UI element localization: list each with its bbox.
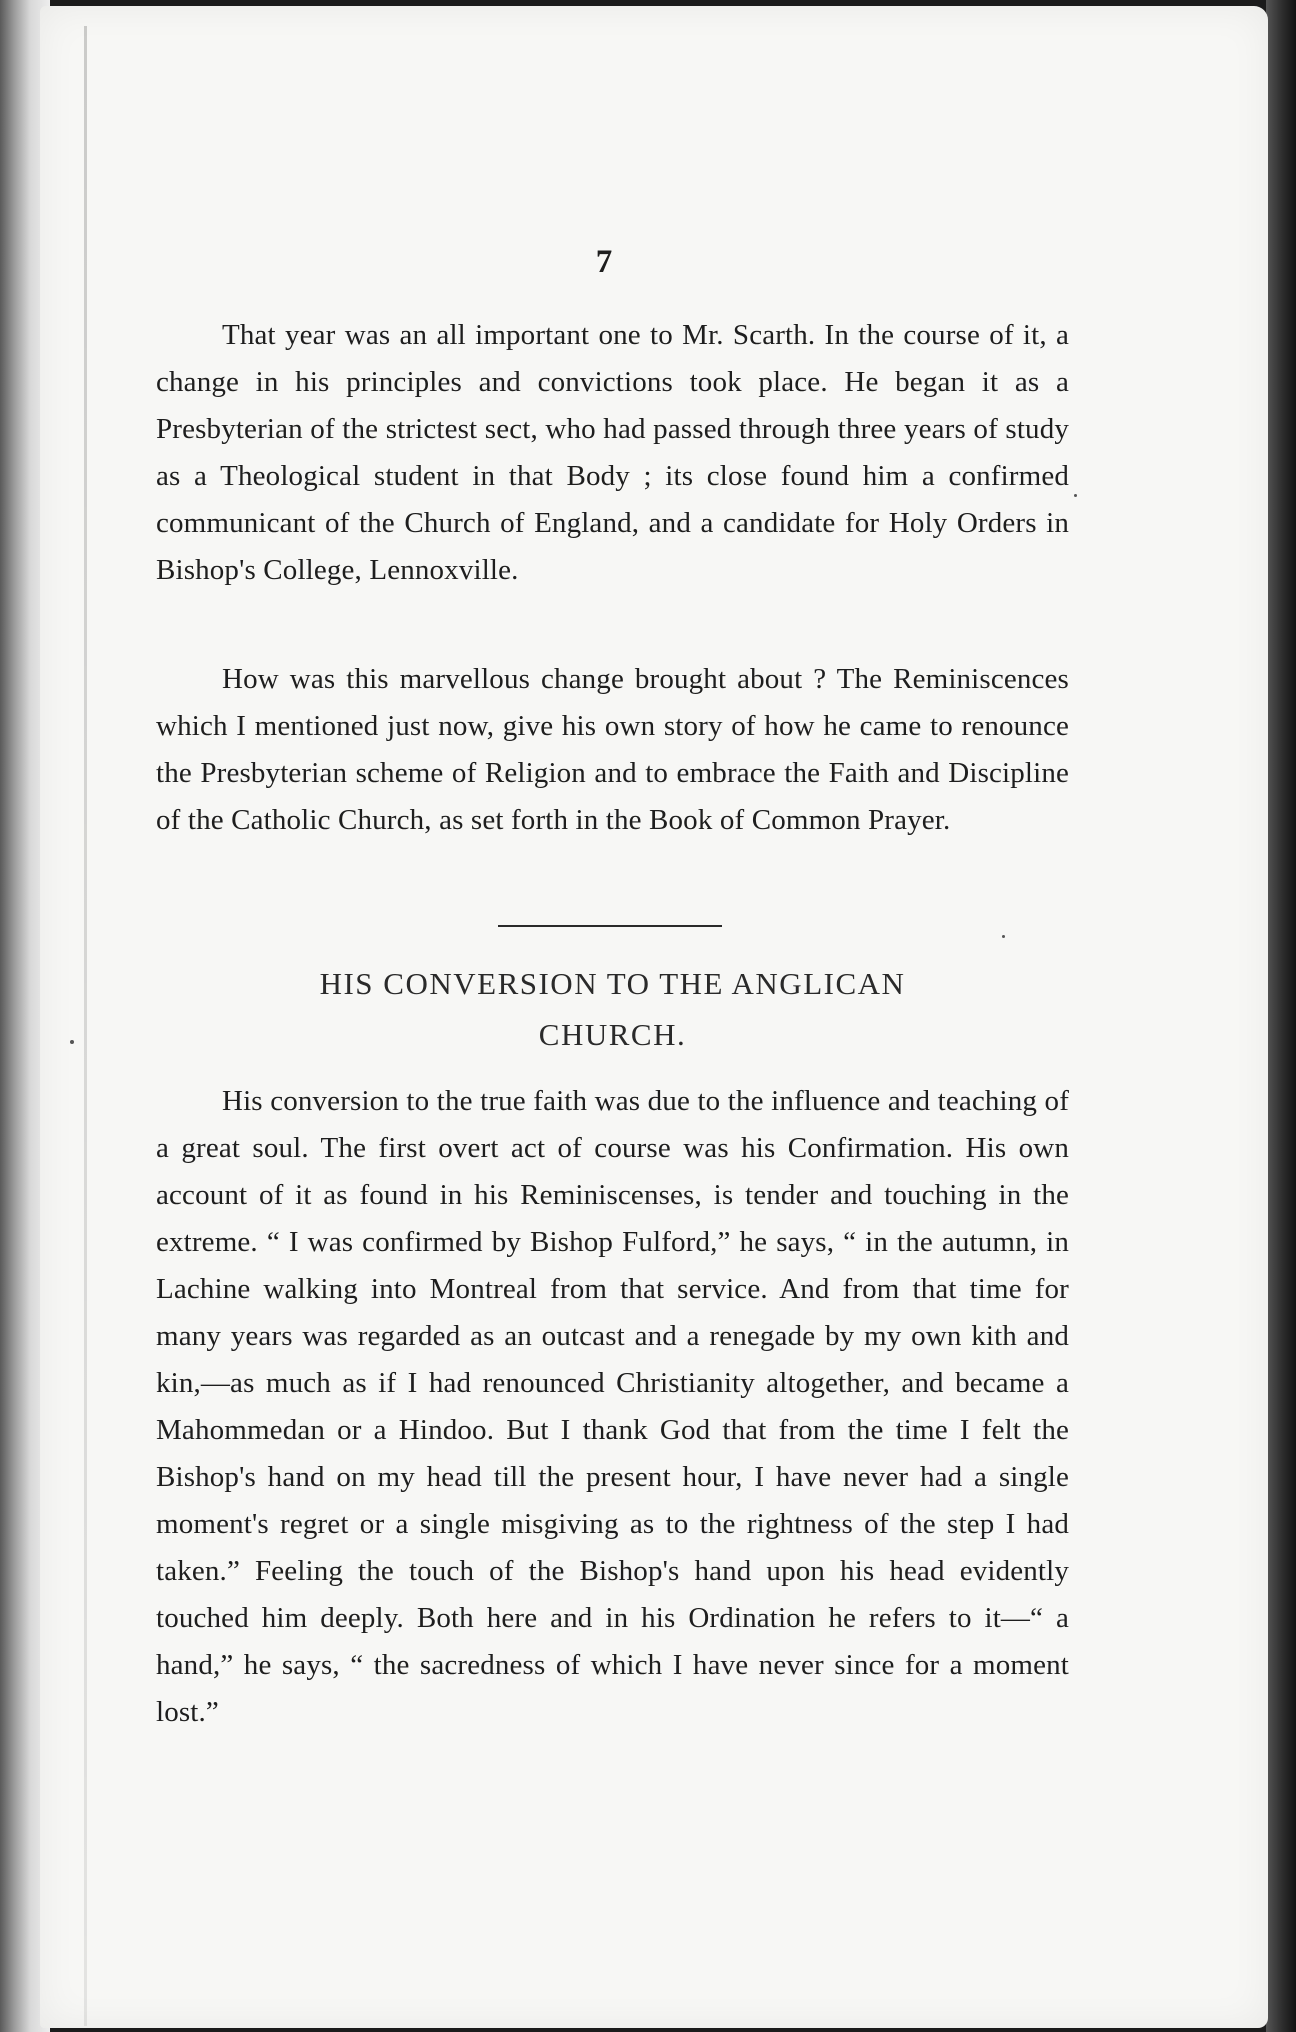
- section-divider: [498, 925, 722, 927]
- paragraph-2-text: How was this marvellous change brought about ? The Reminiscences which I mentioned just now, give his own story of how he came to renounce the Presbyterian scheme of Religion and to embrace the Faith and Discipline of the Catholic Church, as set forth in the Book of Common Prayer.: [156, 663, 1069, 836]
- paragraph-1-text: That year was an all important one to Mr. Scarth. In the course of it, a change in his principles and convictions took place. He began it as a Presbyterian of the strictest sect, who had passed through three years of study as a Theological student in that Body ; its close found him a confirmed communicant of the Church of England, and a candidate for Holy Orders in Bishop's College, Lennoxville.: [156, 319, 1069, 586]
- page-number: 7: [595, 244, 613, 280]
- page-edge-right: [1266, 0, 1296, 2032]
- paper-speck: [70, 1040, 74, 1044]
- book-page: [40, 6, 1268, 2028]
- page-fold-line: [84, 26, 87, 2026]
- paragraph-1: [156, 312, 1069, 594]
- paragraph-3: [156, 1078, 1069, 1736]
- paragraph-3-text: His conversion to the true faith was due to the influence and teaching of a great soul. The first overt act of course was his Confirmation. His own account of it as found in his Reminiscenses, is tender and touching in the extreme. “ I was confirmed by Bishop Fulford,” he says, “ in the autumn, in Lachine walking into Montreal from that service. And from that time for many years was regarded as an outcast and a renegade by my own kith and kin,—as much as if I had renounced Christianity altogether, and became a Mahommedan or a Hindoo. But I thank God that from the time I felt the Bishop's hand on my head till the present hour, I have never had a single moment's regret or a single misgiving as to the rightness of the step I had taken.” Feeling the touch of the Bishop's hand upon his head evidently touched him deeply. Both here and in his Ordination he refers to it—“ a hand,” he says, “ the sacredness of which I have never since for a moment lost.”: [156, 1085, 1069, 1728]
- paragraph-2: [156, 656, 1069, 844]
- section-heading-line-1: HIS CONVERSION TO THE ANGLICAN: [319, 966, 906, 1001]
- paper-speck: [1002, 935, 1005, 938]
- section-heading: [156, 958, 1069, 1060]
- paper-speck: [1074, 494, 1077, 497]
- section-heading-line-2: CHURCH.: [538, 1017, 687, 1052]
